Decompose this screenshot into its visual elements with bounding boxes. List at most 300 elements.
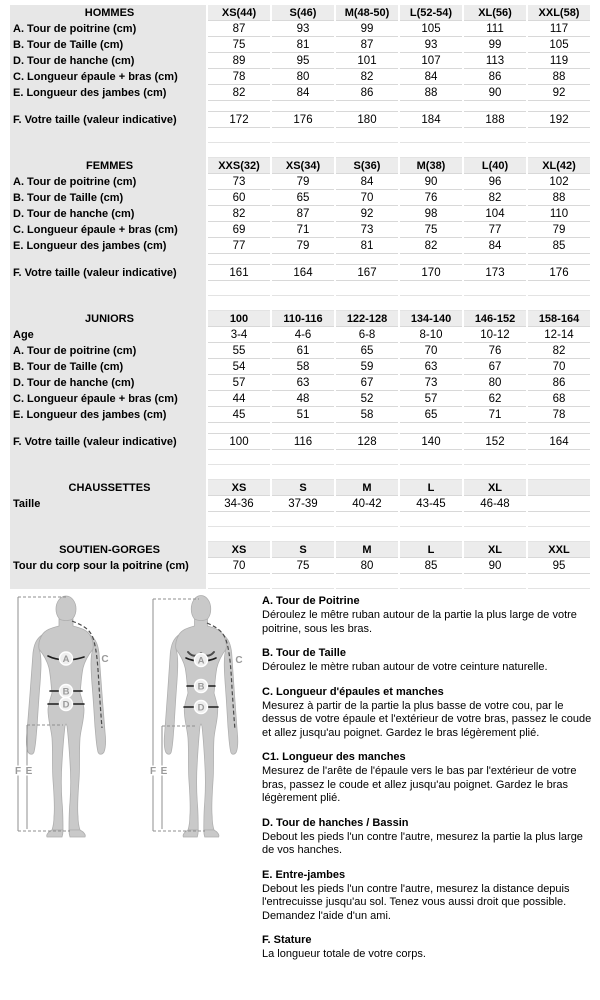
gap-row [10,527,590,542]
row-label-cell [10,574,206,589]
value-cell: 3-4 [208,327,270,343]
row-label-cell: A. Tour de poitrine (cm) [10,21,206,37]
row-label-cell [10,281,206,296]
value-cell [528,128,590,143]
value-cell [272,143,334,158]
column-header-cell: XL [464,542,526,558]
value-cell: 105 [528,37,590,53]
value-cell: 48 [272,391,334,407]
value-cell: 88 [528,190,590,206]
value-cell: 70 [400,343,462,359]
column-header-cell: S(36) [336,158,398,174]
table-row [10,206,590,222]
value-cell [400,450,462,465]
value-cell [464,143,526,158]
legend-section-body: Déroulez le mètre ruban autour de votre ceinture naturelle. [262,661,548,673]
value-cell [464,296,526,311]
value-cell [400,143,462,158]
row-label-cell: A. Tour de poitrine (cm) [10,343,206,359]
table-row [10,37,590,53]
value-cell: 88 [400,85,462,101]
value-cell: 164 [528,434,590,450]
legend-section-title: C1. Longueur des manches [262,751,406,763]
value-cell [272,450,334,465]
row-label-cell [10,423,206,434]
column-header-cell: S [272,480,334,496]
value-cell: 82 [400,238,462,254]
legend-section-e [262,869,595,924]
column-header-cell: L(40) [464,158,526,174]
male-body-silhouette [26,596,105,837]
value-cell [336,296,398,311]
spacer-row [10,254,590,265]
row-label-cell: B. Tour de Taille (cm) [10,37,206,53]
row-label-cell [10,296,206,311]
value-cell [208,527,270,542]
value-cell [400,281,462,296]
value-cell: 8-10 [400,327,462,343]
value-cell: 52 [336,391,398,407]
column-header-cell: 146-152 [464,311,526,327]
value-cell: 58 [336,407,398,423]
table-row [10,391,590,407]
value-cell [464,465,526,480]
row-label-cell: E. Longueur des jambes (cm) [10,238,206,254]
value-cell [464,512,526,527]
column-header-cell: XXL [528,542,590,558]
value-cell: 73 [208,174,270,190]
value-cell: 81 [336,238,398,254]
value-cell: 188 [464,112,526,128]
value-cell: 86 [464,69,526,85]
value-cell [400,465,462,480]
value-cell [400,128,462,143]
value-cell: 140 [400,434,462,450]
column-header-cell: XL [464,480,526,496]
size-table-juniors [8,311,592,480]
column-header-cell: S [272,542,334,558]
row-label-cell: D. Tour de hanche (cm) [10,375,206,391]
stature-label: F [14,766,22,777]
value-cell: 65 [400,407,462,423]
value-cell [528,281,590,296]
row-label-cell: F. Votre taille (valeur indicative) [10,112,206,128]
value-cell [336,512,398,527]
legend-section-body: Déroulez le mêtre ruban autour de la partie la plus large de votre poitrine, sous les bras. [262,609,577,635]
value-cell: 70 [208,558,270,574]
value-cell [400,101,462,112]
gap-row [10,281,590,296]
value-cell: 176 [528,265,590,281]
value-cell [528,527,590,542]
value-cell: 40-42 [336,496,398,512]
table-title-cell: HOMMES [10,5,206,21]
value-cell [208,465,270,480]
hip-label: D [197,702,205,714]
column-header-cell: L [400,542,462,558]
value-cell: 59 [336,359,398,375]
row-label-cell: B. Tour de Taille (cm) [10,190,206,206]
value-cell: 79 [272,238,334,254]
value-cell [400,527,462,542]
row-label-cell [10,450,206,465]
measurement-diagrams [6,594,266,842]
value-cell: 128 [336,434,398,450]
column-header-cell: L [400,480,462,496]
value-cell: 12-14 [528,327,590,343]
row-label-cell [10,527,206,542]
male-measurement-figure [6,594,131,842]
value-cell [464,527,526,542]
value-cell: 82 [208,85,270,101]
size-table-hommes [8,5,592,158]
column-header-cell: 100 [208,311,270,327]
chest-label: A [197,655,205,667]
column-header-cell: M(48-50) [336,5,398,21]
size-tables [8,5,592,589]
value-cell [528,254,590,265]
table-row [10,434,590,450]
value-cell [208,574,270,589]
value-cell [400,254,462,265]
row-label-cell [10,512,206,527]
row-label-cell [10,254,206,265]
value-cell: 78 [208,69,270,85]
value-cell: 70 [528,359,590,375]
value-cell [336,254,398,265]
value-cell [336,101,398,112]
value-cell: 79 [272,174,334,190]
value-cell [272,296,334,311]
value-cell [336,450,398,465]
value-cell: 89 [208,53,270,69]
value-cell: 75 [400,222,462,238]
value-cell: 73 [400,375,462,391]
hip-label: D [62,699,70,711]
value-cell [272,512,334,527]
table-row [10,85,590,101]
value-cell: 176 [272,112,334,128]
value-cell: 63 [400,359,462,375]
value-cell: 61 [272,343,334,359]
value-cell: 107 [400,53,462,69]
column-header-cell: XXL(58) [528,5,590,21]
value-cell: 46-48 [464,496,526,512]
value-cell [400,296,462,311]
table-row [10,53,590,69]
value-cell [528,450,590,465]
column-header-cell: 110-116 [272,311,334,327]
row-label-cell: Taille [10,496,206,512]
value-cell: 76 [400,190,462,206]
value-cell: 55 [208,343,270,359]
value-cell [336,281,398,296]
value-cell [272,465,334,480]
value-cell: 80 [272,69,334,85]
row-label-cell: C. Longueur épaule + bras (cm) [10,391,206,407]
value-cell: 68 [528,391,590,407]
legend-section-title: E. Entre-jambes [262,868,346,881]
table-title-cell: FEMMES [10,158,206,174]
value-cell: 65 [272,190,334,206]
value-cell: 161 [208,265,270,281]
value-cell: 58 [272,359,334,375]
row-label-cell: D. Tour de hanche (cm) [10,206,206,222]
female-body-silhouette [164,596,238,838]
value-cell: 76 [464,343,526,359]
row-label-cell: F. Votre taille (valeur indicative) [10,265,206,281]
value-cell: 75 [208,37,270,53]
table-row [10,375,590,391]
table-row [10,21,590,37]
value-cell: 87 [208,21,270,37]
sleeve-label: C [235,655,243,666]
table-row [10,343,590,359]
gap-row [10,574,590,589]
value-cell: 82 [464,190,526,206]
column-header-cell: 134-140 [400,311,462,327]
value-cell: 43-45 [400,496,462,512]
value-cell: 77 [208,238,270,254]
row-label-cell [10,128,206,143]
size-table-chaussettes [8,480,592,542]
table-header-row [10,542,590,558]
value-cell: 79 [528,222,590,238]
value-cell: 164 [272,265,334,281]
row-label-cell: Tour du corp sour la poitrine (cm) [10,558,206,574]
stature-label: F [149,766,157,777]
row-label-cell: B. Tour de Taille (cm) [10,359,206,375]
value-cell [528,496,590,512]
value-cell [464,423,526,434]
legend-section-body: La longueur totale de votre corps. [262,948,426,960]
value-cell [208,450,270,465]
value-cell: 84 [464,238,526,254]
column-header-cell: M [336,480,398,496]
row-label-cell: E. Longueur des jambes (cm) [10,85,206,101]
value-cell: 4-6 [272,327,334,343]
value-cell: 75 [272,558,334,574]
value-cell: 71 [272,222,334,238]
value-cell: 70 [336,190,398,206]
value-cell [400,423,462,434]
value-cell: 44 [208,391,270,407]
inseam-label: E [25,766,33,777]
value-cell: 95 [528,558,590,574]
gap-row [10,143,590,158]
value-cell [464,101,526,112]
column-header-cell: XS(44) [208,5,270,21]
value-cell: 99 [464,37,526,53]
column-header-cell: 158-164 [528,311,590,327]
value-cell: 90 [464,558,526,574]
value-cell: 71 [464,407,526,423]
value-cell [528,512,590,527]
gap-row [10,128,590,143]
legend-section-body: Mesurez de l'arête de l'épaule vers le bas par l'extérieur de votre bras, passez le coude et allez jusqu'au poignet. Gardez le bras légèrement plié. [262,765,577,804]
waist-label: B [62,686,70,698]
value-cell: 10-12 [464,327,526,343]
value-cell [208,128,270,143]
value-cell: 69 [208,222,270,238]
table-title-cell: SOUTIEN-GORGES [10,542,206,558]
chest-label: A [62,654,70,665]
value-cell: 34-36 [208,496,270,512]
value-cell: 84 [272,85,334,101]
value-cell: 6-8 [336,327,398,343]
table-row [10,327,590,343]
value-cell: 80 [336,558,398,574]
value-cell [272,254,334,265]
value-cell [464,128,526,143]
table-row [10,69,590,85]
value-cell: 54 [208,359,270,375]
value-cell: 62 [464,391,526,407]
legend-section-c [262,686,595,741]
table-row [10,558,590,574]
value-cell: 85 [528,238,590,254]
value-cell: 172 [208,112,270,128]
table-row [10,222,590,238]
value-cell [208,296,270,311]
legend-section-title: B. Tour de Taille [262,647,346,659]
value-cell: 93 [400,37,462,53]
value-cell: 57 [208,375,270,391]
value-cell: 180 [336,112,398,128]
measurement-guide [0,592,600,992]
value-cell: 113 [464,53,526,69]
value-cell [528,143,590,158]
column-header-cell: S(46) [272,5,334,21]
row-label-cell: D. Tour de hanche (cm) [10,53,206,69]
table-header-row [10,5,590,21]
value-cell: 119 [528,53,590,69]
value-cell: 84 [400,69,462,85]
value-cell [272,574,334,589]
value-cell [528,574,590,589]
row-label-cell: A. Tour de poitrine (cm) [10,174,206,190]
value-cell [208,512,270,527]
size-table-soutien-gorges [8,542,592,589]
value-cell: 170 [400,265,462,281]
table-title-cell: CHAUSSETTES [10,480,206,496]
legend-section-body: Mesurez à partir de la partie la plus basse de votre cou, par le dessus de votre épaule et l'extérieur de votre bras, passez le coude et allez jusqu'au poignet. Gardez le bras légèrement plié. [262,699,592,739]
row-label-cell [10,101,206,112]
size-table-femmes [8,158,592,311]
value-cell [528,423,590,434]
inseam-label: E [160,766,168,777]
waist-label: B [197,681,205,693]
value-cell: 116 [272,434,334,450]
value-cell: 73 [336,222,398,238]
row-label-cell [10,143,206,158]
value-cell: 82 [208,206,270,222]
row-label-cell: F. Votre taille (valeur indicative) [10,434,206,450]
value-cell: 95 [272,53,334,69]
value-cell [336,423,398,434]
legend-section-b [262,647,595,675]
table-row [10,359,590,375]
measurement-legend [262,592,595,962]
value-cell: 78 [528,407,590,423]
value-cell: 101 [336,53,398,69]
value-cell: 88 [528,69,590,85]
legend-section-a [262,595,595,636]
column-header-cell [528,480,590,496]
legend-section-body: Debout les pieds l'un contre l'autre, mesurez la distance depuis l'entrecuisse jusqu'au sol. Tenez vous aussi droit que possible. Demandez l'aide d'un ami. [262,882,570,922]
value-cell: 98 [400,206,462,222]
value-cell [272,101,334,112]
value-cell [336,527,398,542]
value-cell [400,512,462,527]
legend-section-f [262,934,595,962]
row-label-cell: E. Longueur des jambes (cm) [10,407,206,423]
gap-row [10,450,590,465]
value-cell: 57 [400,391,462,407]
column-header-cell: XS(34) [272,158,334,174]
value-cell: 67 [464,359,526,375]
column-header-cell: M(38) [400,158,462,174]
value-cell: 110 [528,206,590,222]
column-header-cell: XL(56) [464,5,526,21]
value-cell: 37-39 [272,496,334,512]
value-cell [208,281,270,296]
table-row [10,407,590,423]
value-cell: 60 [208,190,270,206]
value-cell: 82 [336,69,398,85]
value-cell [528,465,590,480]
row-label-cell: C. Longueur épaule + bras (cm) [10,69,206,85]
value-cell: 90 [464,85,526,101]
value-cell: 184 [400,112,462,128]
value-cell: 105 [400,21,462,37]
value-cell: 173 [464,265,526,281]
value-cell: 65 [336,343,398,359]
column-header-cell: XL(42) [528,158,590,174]
value-cell: 96 [464,174,526,190]
table-row [10,174,590,190]
legend-section-title: D. Tour de hanches / Bassin [262,816,409,829]
spacer-row [10,423,590,434]
value-cell: 90 [400,174,462,190]
row-label-cell: C. Longueur épaule + bras (cm) [10,222,206,238]
legend-section-title: C. Longueur d'épaules et manches [262,685,444,698]
value-cell: 51 [272,407,334,423]
table-row [10,112,590,128]
value-cell: 152 [464,434,526,450]
value-cell: 117 [528,21,590,37]
value-cell: 99 [336,21,398,37]
column-header-cell: XS [208,480,270,496]
column-header-cell: 122-128 [336,311,398,327]
value-cell: 45 [208,407,270,423]
legend-section-title: F. Stature [262,934,312,946]
female-measurement-figure [141,594,266,842]
value-cell: 102 [528,174,590,190]
value-cell [336,574,398,589]
table-row [10,496,590,512]
value-cell [528,296,590,311]
value-cell: 77 [464,222,526,238]
value-cell [208,423,270,434]
value-cell [464,254,526,265]
column-header-cell: M [336,542,398,558]
value-cell: 87 [336,37,398,53]
gap-row [10,512,590,527]
value-cell [528,101,590,112]
value-cell [208,143,270,158]
value-cell: 80 [464,375,526,391]
